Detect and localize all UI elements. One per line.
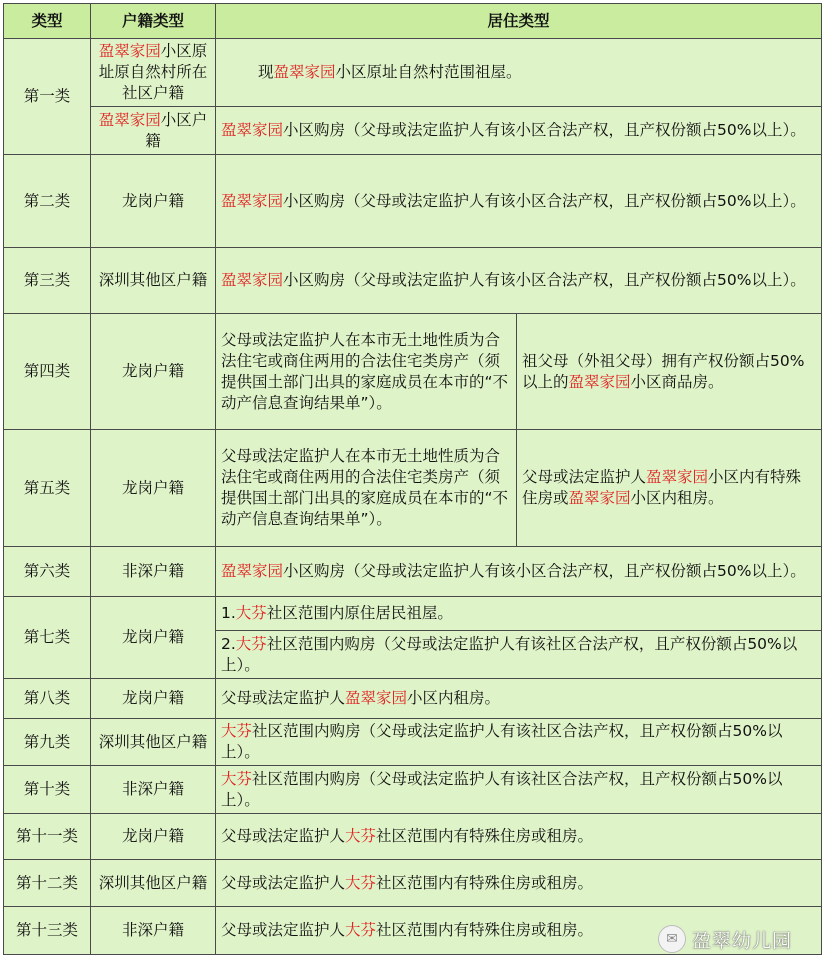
residence-cell: 父母或法定监护人大芬社区范围内有特殊住房或租房。: [216, 860, 822, 907]
category-cell: 第十二类: [4, 860, 91, 907]
residence-cell: 1.大芬社区范围内原住居民祖屋。: [216, 597, 822, 631]
table-row: [4, 679, 822, 719]
hukou-cell: 龙岗户籍: [91, 314, 216, 430]
table-row: [4, 155, 822, 248]
hukou-cell: 盈翠家园小区原址原自然村所在社区户籍: [91, 39, 216, 107]
table-row: [4, 719, 822, 766]
residence-cell: 盈翠家园小区购房（父母或法定监护人有该小区合法产权，且产权份额占50%以上）。: [216, 155, 822, 248]
table-row: [4, 314, 822, 430]
category-cell: 第六类: [4, 547, 91, 597]
column-header-hukou: 户籍类型: [91, 4, 216, 39]
residence-cell: 大芬社区范围内购房（父母或法定监护人有该社区合法产权，且产权份额占50%以上）。: [216, 766, 822, 814]
residence-cell: 现盈翠家园小区原址自然村范围祖屋。: [216, 39, 822, 107]
residence-cell: 父母或法定监护人大芬社区范围内有特殊住房或租房。: [216, 814, 822, 860]
column-header-residence: 居住类型: [216, 4, 822, 39]
category-cell: 第一类: [4, 39, 91, 155]
residence-cell: 父母或法定监护人盈翠家园小区内租房。: [216, 679, 822, 719]
category-cell: 第十一类: [4, 814, 91, 860]
hukou-cell: 龙岗户籍: [91, 597, 216, 679]
table-row: [4, 766, 822, 814]
hukou-cell: 非深户籍: [91, 766, 216, 814]
table-row: [4, 547, 822, 597]
category-cell: 第七类: [4, 597, 91, 679]
hukou-cell: 龙岗户籍: [91, 430, 216, 547]
residence-cell: 盈翠家园小区购房（父母或法定监护人有该小区合法产权，且产权份额占50%以上）。: [216, 248, 822, 314]
table-row: [4, 860, 822, 907]
hukou-cell: 龙岗户籍: [91, 679, 216, 719]
hukou-cell: 深圳其他区户籍: [91, 719, 216, 766]
table-row: [4, 248, 822, 314]
table-row: [4, 39, 822, 107]
hukou-cell: 非深户籍: [91, 547, 216, 597]
category-cell: 第四类: [4, 314, 91, 430]
column-header-type: 类型: [4, 4, 91, 39]
watermark: [658, 922, 808, 956]
hukou-cell: 龙岗户籍: [91, 814, 216, 860]
hukou-cell: 龙岗户籍: [91, 155, 216, 248]
category-cell: 第八类: [4, 679, 91, 719]
residence-cell: 盈翠家园小区购房（父母或法定监护人有该小区合法产权，且产权份额占50%以上）。: [216, 547, 822, 597]
residence-cell-b: 父母或法定监护人盈翠家园小区内有特殊住房或盈翠家园小区内租房。: [517, 430, 822, 547]
hukou-cell: 深圳其他区户籍: [91, 248, 216, 314]
residence-cell: 父母或法定监护人大芬社区范围内有特殊住房或租房。: [216, 907, 822, 955]
hukou-cell: 非深户籍: [91, 907, 216, 955]
table-row: [4, 597, 822, 631]
table-row: [4, 814, 822, 860]
hukou-cell: 盈翠家园小区户籍: [91, 107, 216, 155]
residence-cell-a: 父母或法定监护人在本市无土地性质为合法住宅或商住两用的合法住宅类房产（须提供国土部门出具的家庭成员在本市的“不动产信息查询结果单”）。: [216, 430, 517, 547]
category-cell: 第九类: [4, 719, 91, 766]
table-row: [4, 107, 822, 155]
residence-cell-a: 父母或法定监护人在本市无土地性质为合法住宅或商住两用的合法住宅类房产（须提供国土部门出具的家庭成员在本市的“不动产信息查询结果单”）。: [216, 314, 517, 430]
table-row: [4, 430, 822, 547]
hukou-cell: 深圳其他区户籍: [91, 860, 216, 907]
wechat-icon: ✉: [658, 925, 686, 953]
residence-cell: 盈翠家园小区购房（父母或法定监护人有该小区合法产权，且产权份额占50%以上）。: [216, 107, 822, 155]
watermark-text: 盈翠幼儿园: [692, 929, 793, 952]
table-header-row: [4, 4, 822, 39]
category-cell: 第十类: [4, 766, 91, 814]
residence-cell-b: 祖父母（外祖父母）拥有产权份额占50%以上的盈翠家园小区商品房。: [517, 314, 822, 430]
category-cell: 第三类: [4, 248, 91, 314]
category-cell: 第五类: [4, 430, 91, 547]
category-cell: 第二类: [4, 155, 91, 248]
residence-cell: 2.大芬社区范围内购房（父母或法定监护人有该社区合法产权，且产权份额占50%以上）。: [216, 631, 822, 679]
category-cell: 第十三类: [4, 907, 91, 955]
residence-cell: 大芬社区范围内购房（父母或法定监护人有该社区合法产权，且产权份额占50%以上）。: [216, 719, 822, 766]
admission-category-table: [3, 3, 822, 955]
